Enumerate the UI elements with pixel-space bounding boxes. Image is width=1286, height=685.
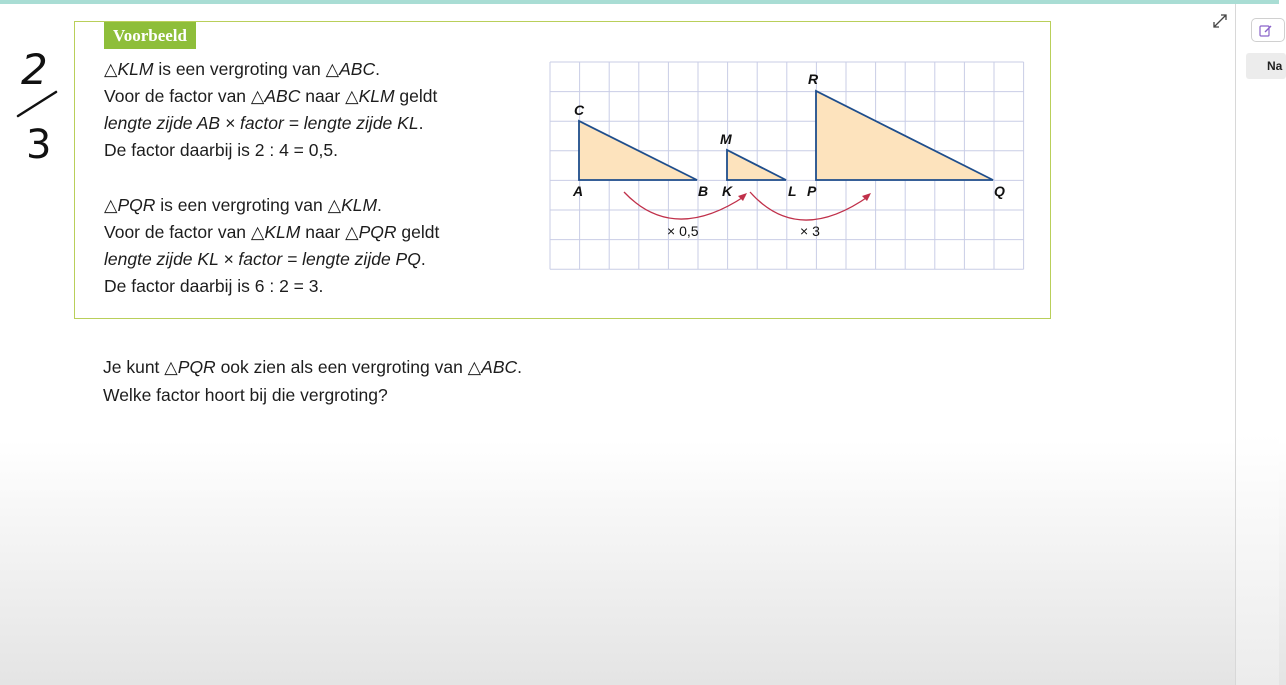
para1-line1: △KLM is een vergroting van △ABC. — [104, 59, 380, 79]
arrow-1-label: × 0,5 — [667, 223, 699, 239]
triangle-klm — [727, 150, 786, 180]
handwritten-denominator: 3 — [26, 122, 52, 168]
para1-line4: De factor daarbij is 2 : 4 = 0,5. — [104, 140, 338, 160]
para2-line2: Voor de factor van △KLM naar △PQR geldt — [104, 222, 440, 242]
label-l: L — [788, 183, 797, 199]
edit-icon — [1259, 24, 1273, 37]
handwritten-fraction — [12, 44, 62, 168]
triangle-figure — [548, 59, 1025, 271]
label-r: R — [808, 71, 819, 87]
question-text — [103, 353, 522, 409]
para2-line4: De factor daarbij is 6 : 2 = 3. — [104, 276, 324, 296]
label-m: M — [720, 131, 732, 147]
handwritten-numerator: 2 — [21, 45, 48, 94]
arrow-2-label: × 3 — [800, 223, 820, 239]
para2-line3: lengte zijde KL × factor = lengte zijde PQ. — [104, 249, 426, 269]
label-a: A — [573, 183, 584, 199]
triangle-pqr — [816, 91, 993, 180]
handwritten-fraction-bar — [18, 92, 56, 116]
para2-line1: △PQR is een vergroting van △KLM. — [104, 195, 382, 215]
expand-icon[interactable] — [1211, 12, 1229, 30]
example-paragraph-2 — [104, 192, 439, 300]
para1-line2: Voor de factor van △ABC naar △KLM geldt — [104, 86, 438, 106]
label-p: P — [807, 183, 817, 199]
example-paragraph-1 — [104, 56, 437, 164]
top-accent-bar — [0, 0, 1279, 4]
label-k: K — [722, 183, 733, 199]
label-b: B — [698, 183, 709, 199]
question-line2: Welke factor hoort bij die vergroting? — [103, 385, 388, 405]
na-button[interactable]: Na — [1246, 53, 1286, 79]
para1-line3: lengte zijde AB × factor = lengte zijde KL. — [104, 113, 424, 133]
question-line1: Je kunt △PQR ook zien als een vergroting van △ABC. — [103, 357, 522, 377]
example-tag: Voorbeeld — [104, 22, 196, 49]
example-box — [74, 21, 1051, 319]
edit-button[interactable] — [1251, 18, 1285, 42]
label-c: C — [574, 102, 585, 118]
label-q: Q — [994, 183, 1005, 199]
right-side-panel — [1235, 4, 1283, 685]
